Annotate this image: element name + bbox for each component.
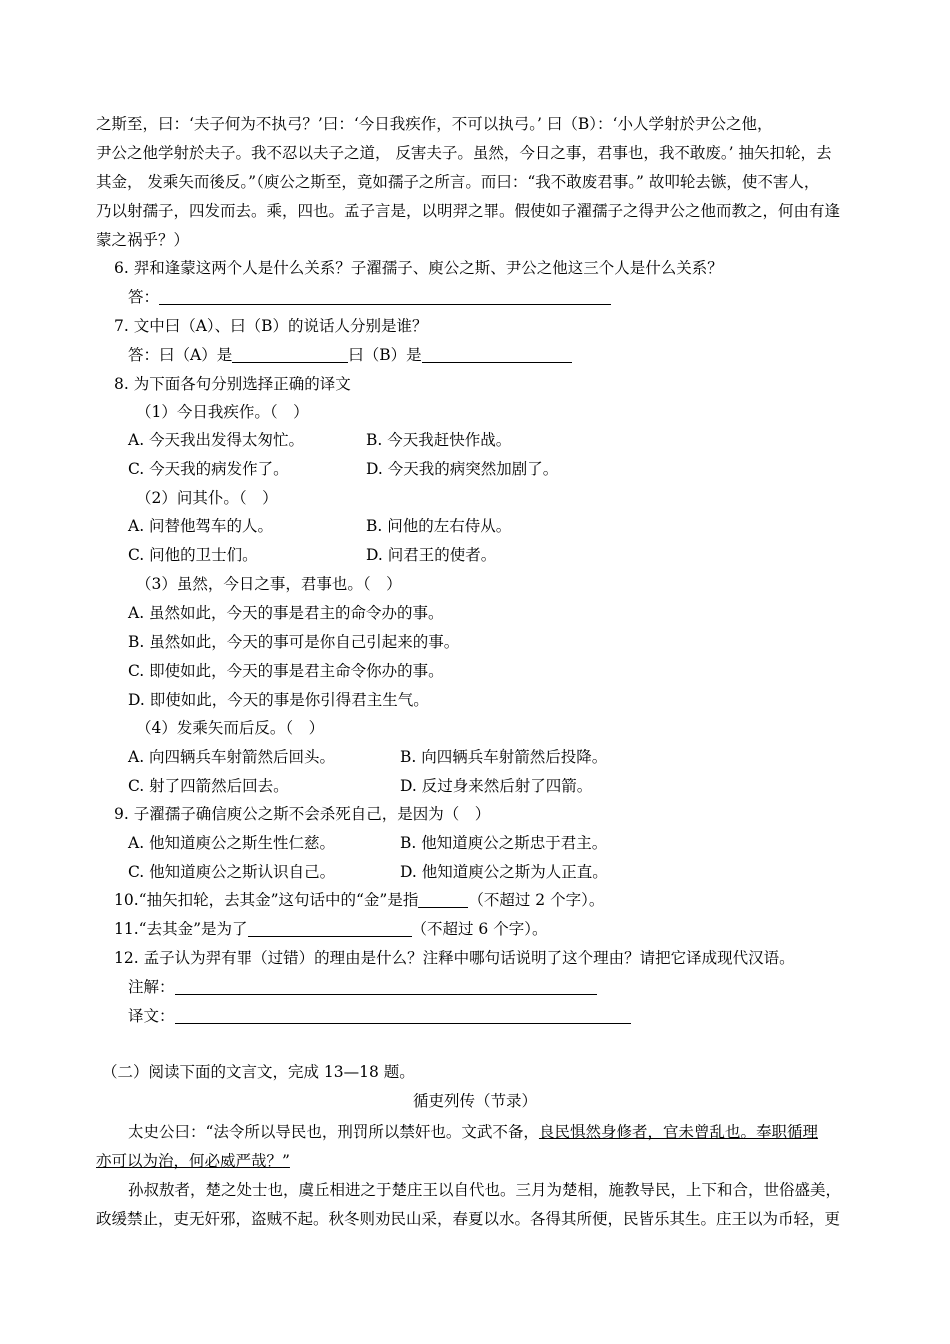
question-10-limit: （不超过 2 个字）。	[468, 891, 605, 909]
question-11-limit: （不超过 6 个字）。	[411, 920, 548, 938]
q8-item-4-option-d: D. 反过身来然后射了四箭。	[400, 777, 593, 795]
question-11	[114, 915, 547, 944]
q8-item-3-option-b: B. 虽然如此，今天的事可是你自己引起来的事。	[128, 633, 460, 651]
question-12-note	[128, 973, 597, 1002]
question-12-translation	[128, 1002, 631, 1031]
underlined-sentence: 亦可以为治，何必威严哉？	[96, 1152, 283, 1170]
q9-option-b: B. 他知道庾公之斯忠于君主。	[400, 834, 608, 852]
translation-blank[interactable]	[175, 1005, 631, 1024]
question-9: 9. 子濯孺子确信庾公之斯不会杀死自己，是因为（ ）	[114, 805, 491, 823]
question-8: 8. 为下面各句分别选择正确的译文	[114, 375, 351, 393]
passage-2-line	[128, 1118, 818, 1147]
passage-line: 其金， 发乘矢而後反。”（庾公之斯至，竟如孺子之所言。而曰：“我不敢废君事。” 故叩轮去镞，使不害人，	[96, 173, 820, 191]
q8-item-2-option-c: C. 问他的卫士们。	[128, 546, 258, 564]
q8-item-2-option-a: A. 问替他驾车的人。	[128, 517, 274, 535]
passage-2-line	[96, 1147, 290, 1176]
q8-item-2-stem: （2）问其仆。（ ）	[136, 489, 278, 507]
answer-b-blank[interactable]	[422, 344, 572, 363]
passage-line: 乃以射孺子，四发而去。乘，四也。孟子言是，以明羿之罪。假使如子濯孺子之得尹公之他而教之，何由有逢	[96, 202, 841, 220]
q8-item-4-option-a: A. 向四辆兵车射箭然后回头。	[128, 748, 336, 766]
q8-item-2-option-b: B. 问他的左右侍从。	[366, 517, 512, 535]
question-10-text: 10.“抽矢扣轮，去其金”这句话中的“金”是指	[114, 891, 419, 909]
answer-a-blank[interactable]	[232, 344, 348, 363]
passage-2-line: 孙叔敖者，楚之处士也，虞丘相进之于楚庄王以自代也。三月为楚相，施教导民，上下和合，世俗盛美，	[128, 1181, 842, 1199]
q8-item-4-option-b: B. 向四辆兵车射箭然后投降。	[400, 748, 608, 766]
q8-item-3-option-c: C. 即使如此，今天的事是君主命令你办的事。	[128, 662, 444, 680]
q9-option-a: A. 他知道庾公之斯生性仁慈。	[128, 834, 336, 852]
answer-blank[interactable]	[248, 918, 412, 937]
answer-blank[interactable]	[418, 889, 468, 908]
answer-blank[interactable]	[159, 286, 611, 305]
passage-line: 之斯至，曰：‘夫子何为不执弓？’曰：‘今日我疾作，不可以执弓。’ 曰（B）：‘小人学射於尹公之他，	[96, 115, 773, 133]
q8-item-1-option-c: C. 今天我的病发作了。	[128, 460, 289, 478]
q8-item-4-stem: （4）发乘矢而后反。（ ）	[136, 719, 325, 737]
note-label: 注解：	[128, 978, 175, 996]
q9-option-d: D. 他知道庾公之斯为人正直。	[400, 863, 608, 881]
question-10	[114, 886, 604, 915]
passage-line: 蒙之祸乎？）	[96, 231, 190, 249]
question-6-answer	[128, 283, 611, 312]
question-12: 12. 孟子认为羿有罪（过错）的理由是什么？注释中哪句话说明了这个理由？请把它译成现代汉语。	[114, 949, 795, 967]
q8-item-1-option-d: D. 今天我的病突然加剧了。	[366, 460, 559, 478]
answer-b-label: 曰（B）是	[348, 346, 422, 364]
q8-item-2-option-d: D. 问君王的使者。	[366, 546, 497, 564]
q8-item-1-stem: （1）今日我疾作。（ ）	[136, 403, 309, 421]
q8-item-3-option-a: A. 虽然如此，今天的事是君主的命令办的事。	[128, 604, 444, 622]
passage-2-line: 政缓禁止，吏无奸邪，盗贼不起。秋冬则劝民山采，春夏以水。各得其所便，民皆乐其生。庄王以为币轻，更	[96, 1210, 841, 1228]
q8-item-3-option-d: D. 即使如此，今天的事是你引得君主生气。	[128, 691, 429, 709]
question-6: 6. 羿和逢蒙这两个人是什么关系？子濯孺子、庾公之斯、尹公之他这三个人是什么关系？	[114, 259, 723, 277]
underlined-sentence: 良民惧然身修者，官未曾乱也。奉职循理	[538, 1123, 818, 1141]
note-blank[interactable]	[175, 976, 597, 995]
q9-option-c: C. 他知道庾公之斯认识自己。	[128, 863, 336, 881]
passage-continuation	[96, 110, 866, 255]
translation-label: 译文：	[128, 1007, 175, 1025]
passage-text: 太史公曰：“法令所以导民也，刑罚所以禁奸也。文武不备，	[128, 1123, 539, 1141]
question-11-text: 11.“去其金”是为了	[114, 920, 248, 938]
answer-label: 答：	[128, 288, 160, 306]
passage-text: ”	[282, 1152, 290, 1170]
passage-line: 尹公之他学射於夫子。我不忍以夫子之道， 反害夫子。虽然，今日之事，君事也，我不敢废。’ 抽矢扣轮，去	[96, 144, 832, 162]
question-7-answer	[128, 341, 572, 370]
q8-item-1-option-a: A. 今天我出发得太匆忙。	[128, 431, 305, 449]
q8-item-3-stem: （3）虽然，今日之事，君事也。（ ）	[136, 575, 402, 593]
answer-a-label: 答：曰（A）是	[128, 346, 233, 364]
q8-item-4-option-c: C. 射了四箭然后回去。	[128, 777, 289, 795]
section-2-heading: （二）阅读下面的文言文，完成 13—18 题。	[102, 1063, 415, 1081]
q8-item-1-option-b: B. 今天我赶快作战。	[366, 431, 512, 449]
question-7: 7. 文中曰（A）、曰（B）的说话人分别是谁？	[114, 317, 428, 335]
passage-title: 循吏列传（节录）	[412, 1092, 537, 1110]
